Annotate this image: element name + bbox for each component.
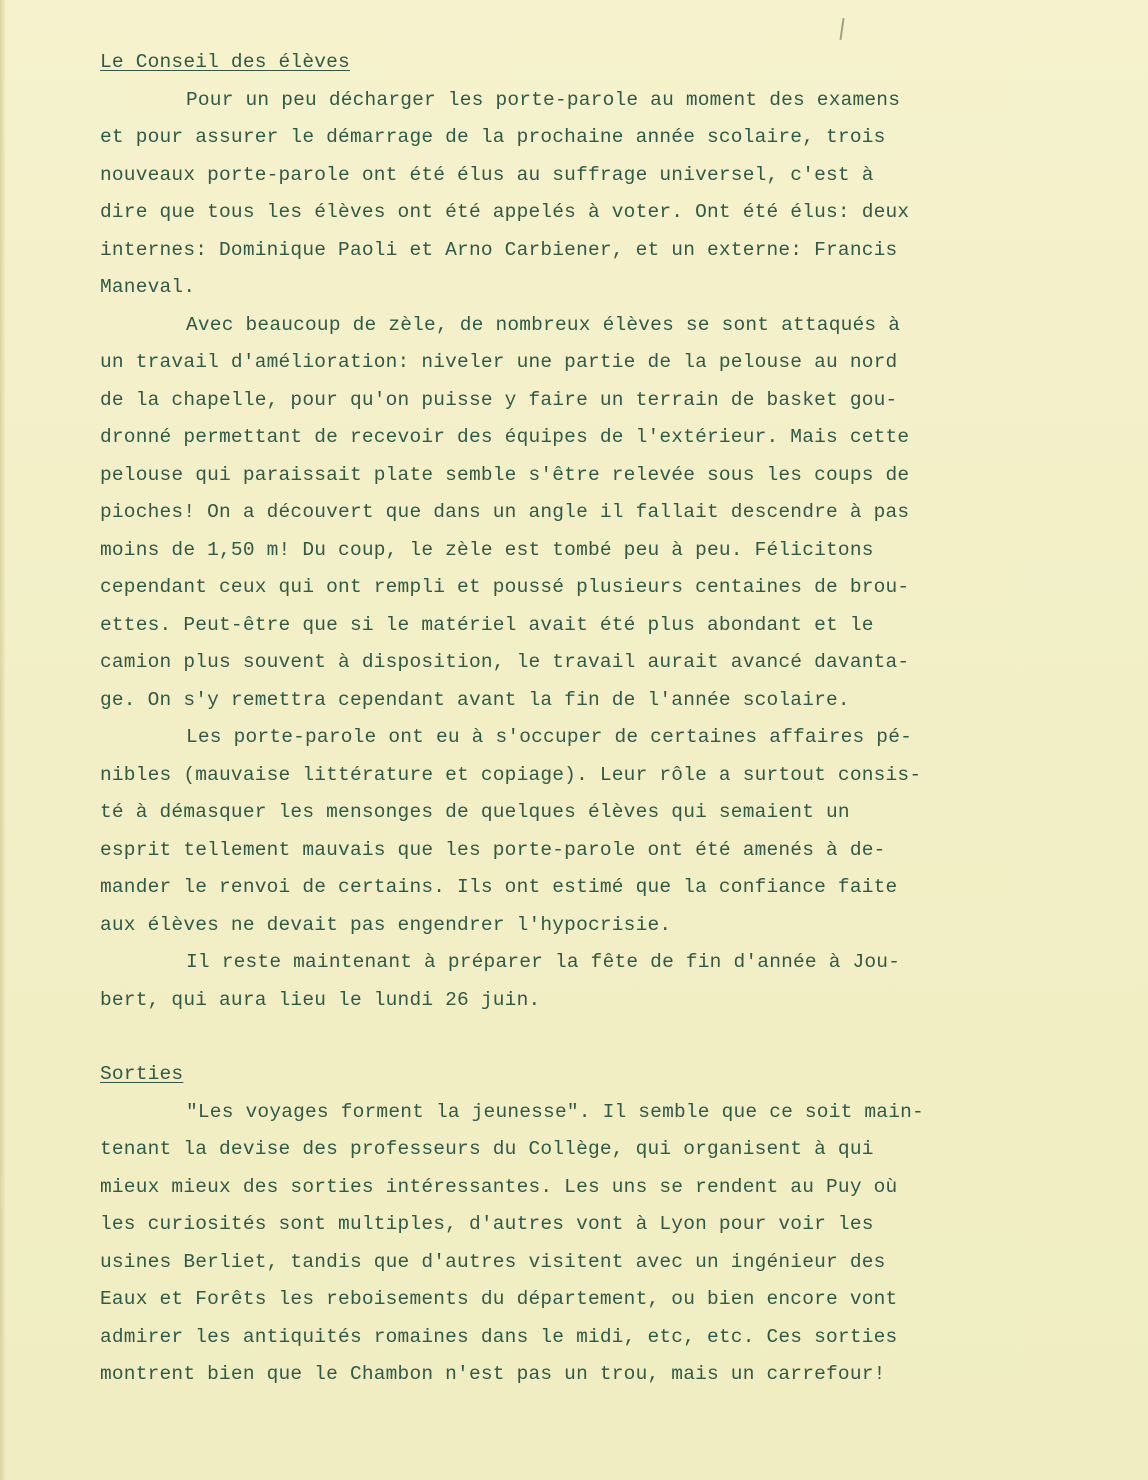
text-line: de la chapelle, pour qu'on puisse y faire un terrain de basket gou- (100, 388, 898, 411)
section-conseil (100, 44, 1110, 1019)
text-line: mieux mieux des sorties intéressantes. Les uns se rendent au Puy où (100, 1175, 898, 1198)
text-line: pioches! On a découvert que dans un angle il fallait descendre à pas (100, 501, 910, 523)
paragraph (100, 719, 1110, 944)
text-line: nibles (mauvaise littérature et copiage). Leur rôle a surtout consis- (100, 763, 922, 786)
text-line: "Les voyages forment la jeunesse". Il semble que ce soit main- (186, 1100, 924, 1123)
text-line: mander le renvoi de certains. Ils ont estimé que la confiance faite (100, 876, 898, 898)
text-line: montrent bien que le Chambon n'est pas un trou, mais un carrefour! (100, 1363, 886, 1385)
text-line: Maneval. (100, 276, 196, 298)
text-line: esprit tellement mauvais que les porte-parole ont été amenés à de- (100, 838, 886, 861)
section-sorties (100, 1056, 1110, 1394)
text-line: pelouse qui paraissait plate semble s'être relevée sous les coups de (100, 463, 910, 486)
paragraph (100, 944, 1110, 1019)
text-line: bert, qui aura lieu le lundi 26 juin. (100, 988, 541, 1011)
text-line: Les porte-parole ont eu à s'occuper de certaines affaires pé- (186, 726, 913, 748)
text-line: un travail d'amélioration: niveler une partie de la pelouse au nord (100, 351, 898, 373)
paragraph (100, 307, 1110, 720)
pen-mark (839, 18, 844, 40)
section-paragraphs (100, 82, 1110, 1020)
text-line: admirer les antiquités romaines dans le midi, etc, etc. Ces sorties (100, 1325, 898, 1348)
section-heading: Sorties (100, 1063, 184, 1085)
text-line: dronné permettant de recevoir des équipes de l'extérieur. Mais cette (100, 426, 910, 448)
text-line: Pour un peu décharger les porte-parole au moment des examens (186, 88, 901, 111)
text-line: Avec beaucoup de zèle, de nombreux élèves se sont attaqués à (186, 313, 901, 336)
text-line: ettes. Peut-être que si le matériel avait été plus abondant et le (100, 613, 874, 636)
text-line: internes: Dominique Paoli et Arno Carbiener, et un externe: Francis (100, 238, 898, 261)
text-line: Eaux et Forêts les reboisements du département, ou bien encore vont (100, 1288, 898, 1310)
text-line: dire que tous les élèves ont été appelés à voter. Ont été élus: deux (100, 201, 910, 223)
text-line: les curiosités sont multiples, d'autres vont à Lyon pour voir les (100, 1213, 874, 1235)
text-line: et pour assurer le démarrage de la prochaine année scolaire, trois (100, 126, 886, 148)
text-line: ge. On s'y remettra cependant avant la fin de l'année scolaire. (100, 688, 850, 711)
text-line: aux élèves ne devait pas engendrer l'hypocrisie. (100, 913, 672, 936)
section-heading: Le Conseil des élèves (100, 51, 350, 73)
text-line: cependant ceux qui ont rempli et poussé plusieurs centaines de brou- (100, 576, 910, 598)
paragraph (100, 82, 1110, 307)
section-paragraphs (100, 1094, 1110, 1394)
text-line: té à démasquer les mensonges de quelques élèves qui semaient un (100, 801, 850, 823)
document-body (100, 44, 1110, 1394)
page-edge (0, 0, 6, 1480)
text-line: Il reste maintenant à préparer la fête de fin d'année à Jou- (186, 951, 901, 973)
text-line: nouveaux porte-parole ont été élus au suffrage universel, c'est à (100, 163, 874, 186)
text-line: camion plus souvent à disposition, le travail aurait avancé davanta- (100, 651, 910, 673)
text-line: usines Berliet, tandis que d'autres visitent avec un ingénieur des (100, 1250, 886, 1273)
text-line: tenant la devise des professeurs du Collège, qui organisent à qui (100, 1138, 874, 1160)
paragraph (100, 1094, 1110, 1394)
section-gap (100, 1019, 1110, 1056)
text-line: moins de 1,50 m! Du coup, le zèle est tombé peu à peu. Félicitons (100, 538, 874, 561)
